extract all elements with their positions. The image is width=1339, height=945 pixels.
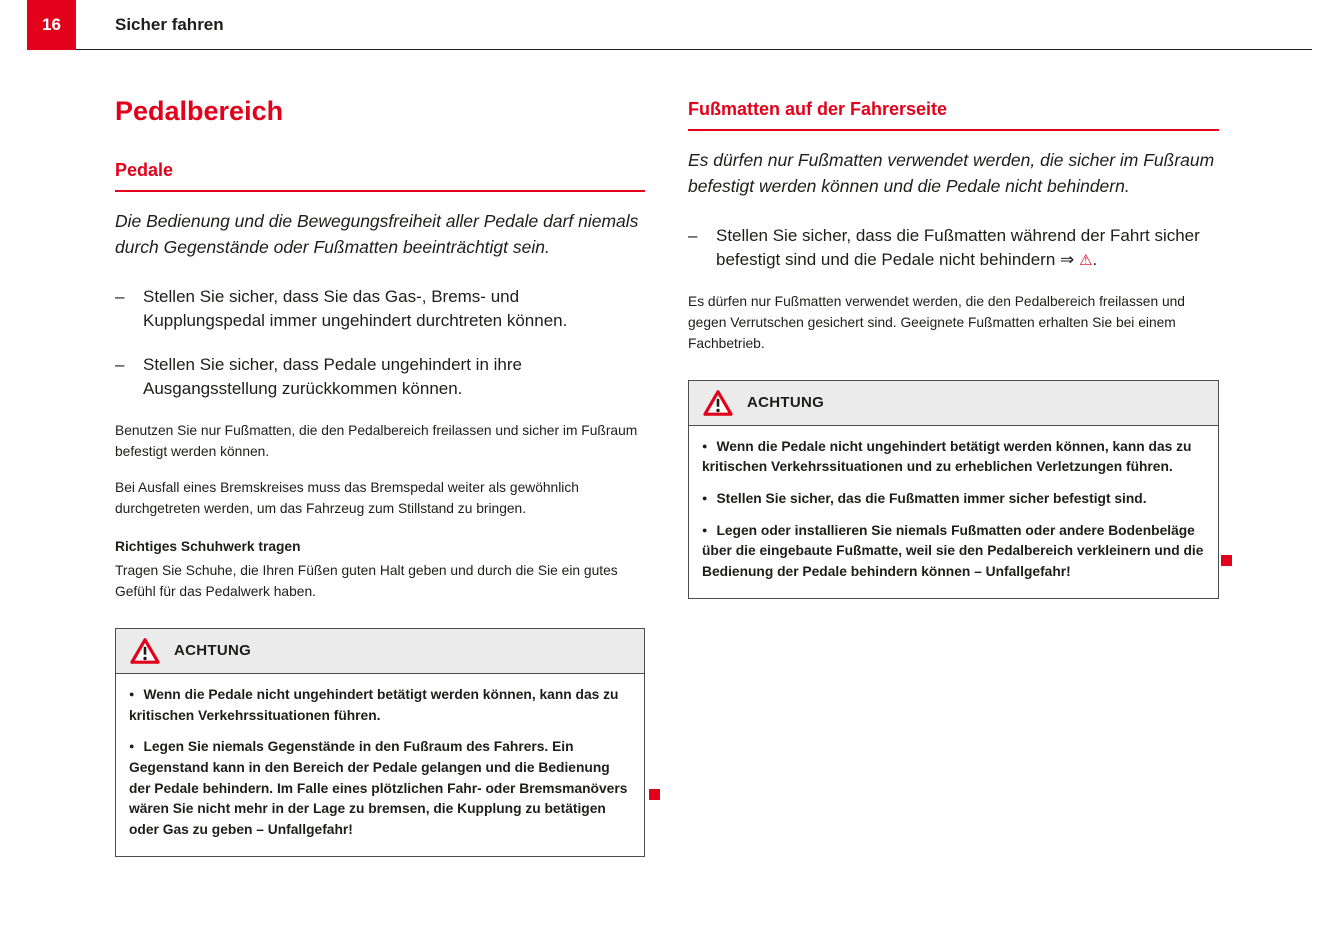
- warning-item-text: Legen Sie niemals Gegenstände in den Fußraum des Fahrers. Ein Gegenstand kann in den Bereich der Pedale gelangen und die Bedienung der Pedale behindern. Im Falle eines plötzlichen Fahr- oder Bremsmanövers wären Sie nicht mehr in der Lage zu bremsen, die Kupplung zu betätigen oder Gas zu geben – Unfallgefahr!: [129, 739, 628, 837]
- step-text-suffix: .: [1092, 250, 1098, 270]
- warning-box-header: [689, 381, 1218, 426]
- section-end-marker: [649, 789, 660, 800]
- chapter-title: Sicher fahren: [115, 14, 224, 34]
- warning-triangle-icon: [702, 389, 734, 417]
- warning-item: [702, 489, 1205, 510]
- lead-paragraph: Es dürfen nur Fußmatten verwendet werden, die sicher im Fußraum befestigt werden können und die Pedale nicht behindern.: [688, 150, 1215, 197]
- warning-item: [702, 437, 1205, 478]
- step-text: [716, 224, 1219, 273]
- dash-marker: –: [688, 225, 698, 245]
- section-end-marker: [1221, 555, 1232, 566]
- step-text: Stellen Sie sicher, dass Sie das Gas-, Brems- und Kupplungspedal immer ungehindert durchtreten können.: [143, 286, 568, 331]
- bullet-icon: ●: [702, 493, 708, 504]
- warning-item: [129, 737, 631, 840]
- step-item: [115, 285, 645, 334]
- step-item: [115, 353, 645, 402]
- warning-box-body: [116, 674, 644, 856]
- page-title: Pedalbereich: [115, 96, 284, 126]
- paragraph: Bei Ausfall eines Bremskreises muss das Bremspedal weiter als gewöhnlich durchgetreten werden, um das Fahrzeug zum Stillstand zu bringen.: [115, 480, 579, 516]
- bullet-icon: ●: [129, 688, 135, 699]
- warning-box-header: [116, 629, 644, 674]
- page-header: [27, 0, 1312, 50]
- right-column: [688, 99, 1219, 599]
- bullet-icon: ●: [702, 524, 708, 535]
- dash-marker: –: [115, 286, 125, 306]
- warning-box: [115, 628, 645, 857]
- left-column: [115, 96, 645, 857]
- warning-box: [688, 380, 1219, 599]
- warning-item-text: Wenn die Pedale nicht ungehindert betätigt werden können, kann das zu kritischen Verkehrssituationen und zu erheblichen Verletzungen führen.: [702, 438, 1192, 475]
- bullet-icon: ●: [129, 741, 135, 752]
- warning-item-text: Wenn die Pedale nicht ungehindert betätigt werden können, kann das zu kritischen Verkehrssituationen führen.: [129, 686, 619, 723]
- warning-box-body: [689, 426, 1218, 598]
- lead-paragraph: Die Bedienung und die Bewegungsfreiheit aller Pedale darf niemals durch Gegenstände oder Fußmatten beeinträchtigt sein.: [115, 211, 639, 258]
- section-heading-pedale: Pedale: [115, 160, 645, 192]
- warning-triangle-icon: [129, 637, 161, 665]
- warning-item: [129, 685, 631, 726]
- bullet-icon: ●: [702, 440, 708, 451]
- section-heading-fussmatten: Fußmatten auf der Fahrerseite: [688, 99, 1219, 131]
- page-number-badge: 16: [27, 0, 76, 50]
- warning-title: ACHTUNG: [174, 642, 252, 660]
- step-text: Stellen Sie sicher, dass Pedale ungehindert in ihre Ausgangsstellung zurückkommen können.: [143, 354, 522, 399]
- paragraph: Es dürfen nur Fußmatten verwendet werden, die den Pedalbereich freilassen und gegen Verrutschen gesichert sind. Geeignete Fußmatten erhalten Sie bei einem Fachbetrieb.: [688, 293, 1185, 351]
- paragraph: Tragen Sie Schuhe, die Ihren Füßen guten Halt geben und durch die Sie ein gutes Gefühl für das Pedalwerk haben.: [115, 562, 618, 599]
- warning-title: ACHTUNG: [747, 394, 825, 412]
- sub-heading-footwear: Richtiges Schuhwerk tragen: [115, 538, 301, 554]
- step-item: [688, 224, 1219, 273]
- inline-warning-icon: ⚠: [1079, 252, 1093, 270]
- step-text-main: Stellen Sie sicher, dass die Fußmatten während der Fahrt sicher befestigt sind und die Pedale nicht behindern ⇒: [716, 225, 1200, 270]
- warning-item: [702, 521, 1205, 583]
- dash-marker: –: [115, 354, 125, 374]
- paragraph: Benutzen Sie nur Fußmatten, die den Pedalbereich freilassen und sicher im Fußraum befestigt werden können.: [115, 423, 638, 460]
- warning-item-text: Legen oder installieren Sie niemals Fußmatten oder andere Bodenbeläge über die eingebaute Fußmatte, weil sie den Pedalbereich verkleinern und die Bedienung der Pedale behindern können – Unfallgefahr!: [702, 522, 1204, 580]
- warning-item-text: Stellen Sie sicher, das die Fußmatten immer sicher befestigt sind.: [716, 491, 1147, 507]
